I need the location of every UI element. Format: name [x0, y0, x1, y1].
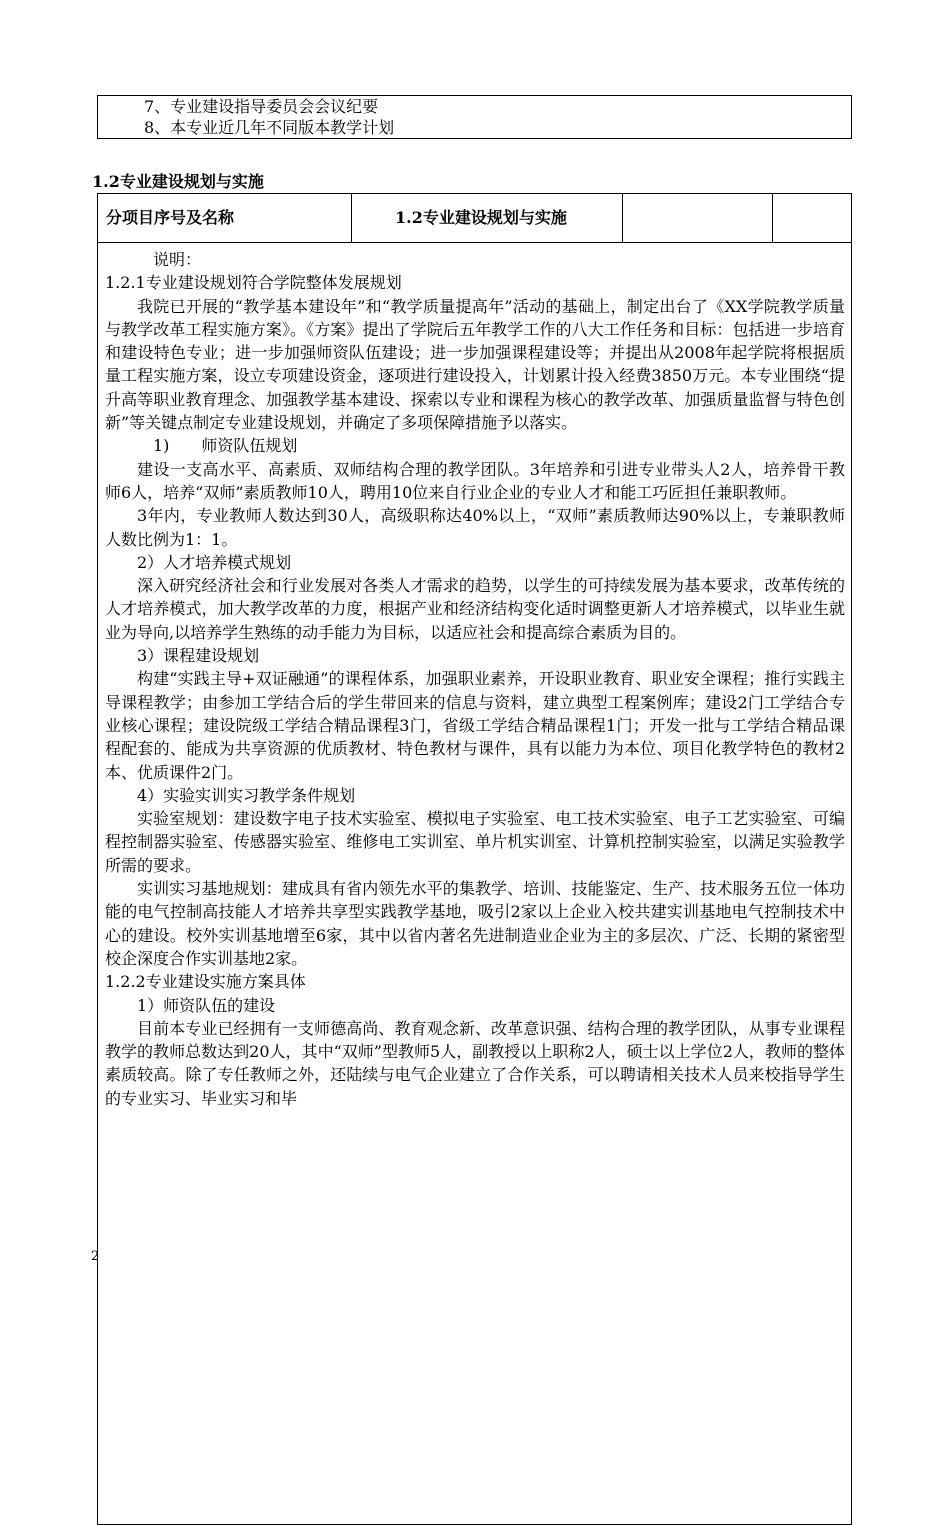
- paragraph: 1.2.1专业建设规划符合学院整体发展规划: [105, 273, 402, 293]
- paragraph: 3年内，专业教师人数达到30人，高级职称达40%以上，“双师”素质教师达90%以上，专兼职教师人数比例为1：1。: [105, 506, 845, 549]
- attachment-list-table: [97, 95, 852, 139]
- header-label-cell: [98, 194, 352, 242]
- item-header-row: [97, 193, 852, 243]
- paragraph: 1）师资队伍的建设: [137, 995, 276, 1015]
- paragraph: 我院已开展的“教学基本建设年”和“教学质量提高年”活动的基础上，制定出台了《XX学院教学质量与教学改革工程实施方案》。《方案》提出了学院后五年教学工作的八大工作任务和目标：包括进一步培育和建设特色专业；进一步加强师资队伍建设；进一步加强课程建设等；并提出从2008年起学院将根据质量工程实施方案，设立专项建设资金，逐项进行建设投入，计划累计投入经费3850万元。本专业围绕“提升高等职业教育理念、加强教学基本建设、探索以专业和课程为核心的教学改革、加强质量监督与特色创新”等关键点制定专业建设规划，并确定了多项保障措施予以落实。: [105, 296, 845, 433]
- paragraph: 说明：: [153, 250, 202, 269]
- paragraph: 实训实习基地规划：建成具有省内领先水平的集教学、培训、技能鉴定、生产、技术服务五位一体功能的电气控制高技能人才培养共享型实践教学基地，吸引2家以上企业入校共建实训基地电气控制技术中心的建设。校外实训基地增至6家，其中以省内著名先进制造业企业为主的多层次、广泛、长期的紧密型校企深度合作实训基地2家。: [105, 879, 845, 968]
- paragraph: 构建“实践主导+双证融通”的课程体系，加强职业素养，开设职业教育、职业安全课程；推行实践主导课程教学；由参加工学结合后的学生带回来的信息与资料，建立典型工程案例库；建设2门工学结合专业核心课程；建设院级工学结合精品课程3门，省级工学结合精品课程1门；开发一批与工学结合精品课程配套的、能成为共享资源的优质教材、特色教材与课件，具有以能力为本位、项目化教学特色的教材2本、优质课件2门。: [105, 669, 845, 782]
- header-blank-cell-2: [773, 194, 851, 242]
- paragraph: 1) 师资队伍规划: [153, 436, 298, 456]
- paragraph: 3）课程建设规划: [137, 646, 260, 666]
- header-value-cell: [352, 194, 623, 242]
- header-value: 1.2专业建设规划与实施: [395, 208, 567, 227]
- paragraph: 4）实验实训实习教学条件规划: [137, 785, 356, 805]
- paragraph: 建设一支高水平、高素质、双师结构合理的教学团队。3年培养和引进专业带头人2人，培养骨干教师6人，培养“双师”素质教师10人，聘用10位来自行业企业的专业人才和能工巧匠担任兼职教师。: [105, 459, 845, 502]
- paragraph: 目前本专业已经拥有一支师德高尚、教育观念新、改革意识强、结构合理的教学团队，从事专业课程教学的教师总数达到20人，其中“双师”型教师5人，副教授以上职称2人，硕士以上学位2人，教师的整体素质较高。除了专任教师之外，还陆续与电气企业建立了合作关系，可以聘请相关技术人员来校指导学生的专业实习、毕业实习和毕: [105, 1018, 845, 1108]
- paragraph: 深入研究经济社会和行业发展对各类人才需求的趋势，以学生的可持续发展为基本要求，改革传统的人才培养模式，加大教学改革的力度，根据产业和经济结构变化适时调整更新人才培养模式，以毕业生就业为导向,以培养学生熟练的动手能力为目标，以适应社会和提高综合素质为目的。: [105, 576, 845, 642]
- description-content: [105, 248, 845, 1110]
- attachment-item-8: 8、本专业近几年不同版本教学计划: [144, 118, 395, 137]
- header-label: 分项目序号及名称: [106, 208, 235, 227]
- paragraph: 2）人才培养模式规划: [137, 552, 292, 572]
- section-title: 1.2专业建设规划与实施: [92, 172, 264, 191]
- attachment-item-7: 7、专业建设指导委员会会议纪要: [144, 97, 379, 116]
- header-blank-cell-1: [623, 194, 773, 242]
- paragraph: 1.2.2专业建设实施方案具体: [105, 972, 306, 992]
- paragraph: 实验室规划：建设数字电子技术实验室、模拟电子实验室、电工技术实验室、电子工艺实验室、可编程控制器实验室、传感器实验室、维修电工实训室、单片机实训室、计算机控制实验室，以满足实验教学所需的要求。: [105, 809, 845, 875]
- page-number: 2: [91, 1249, 100, 1264]
